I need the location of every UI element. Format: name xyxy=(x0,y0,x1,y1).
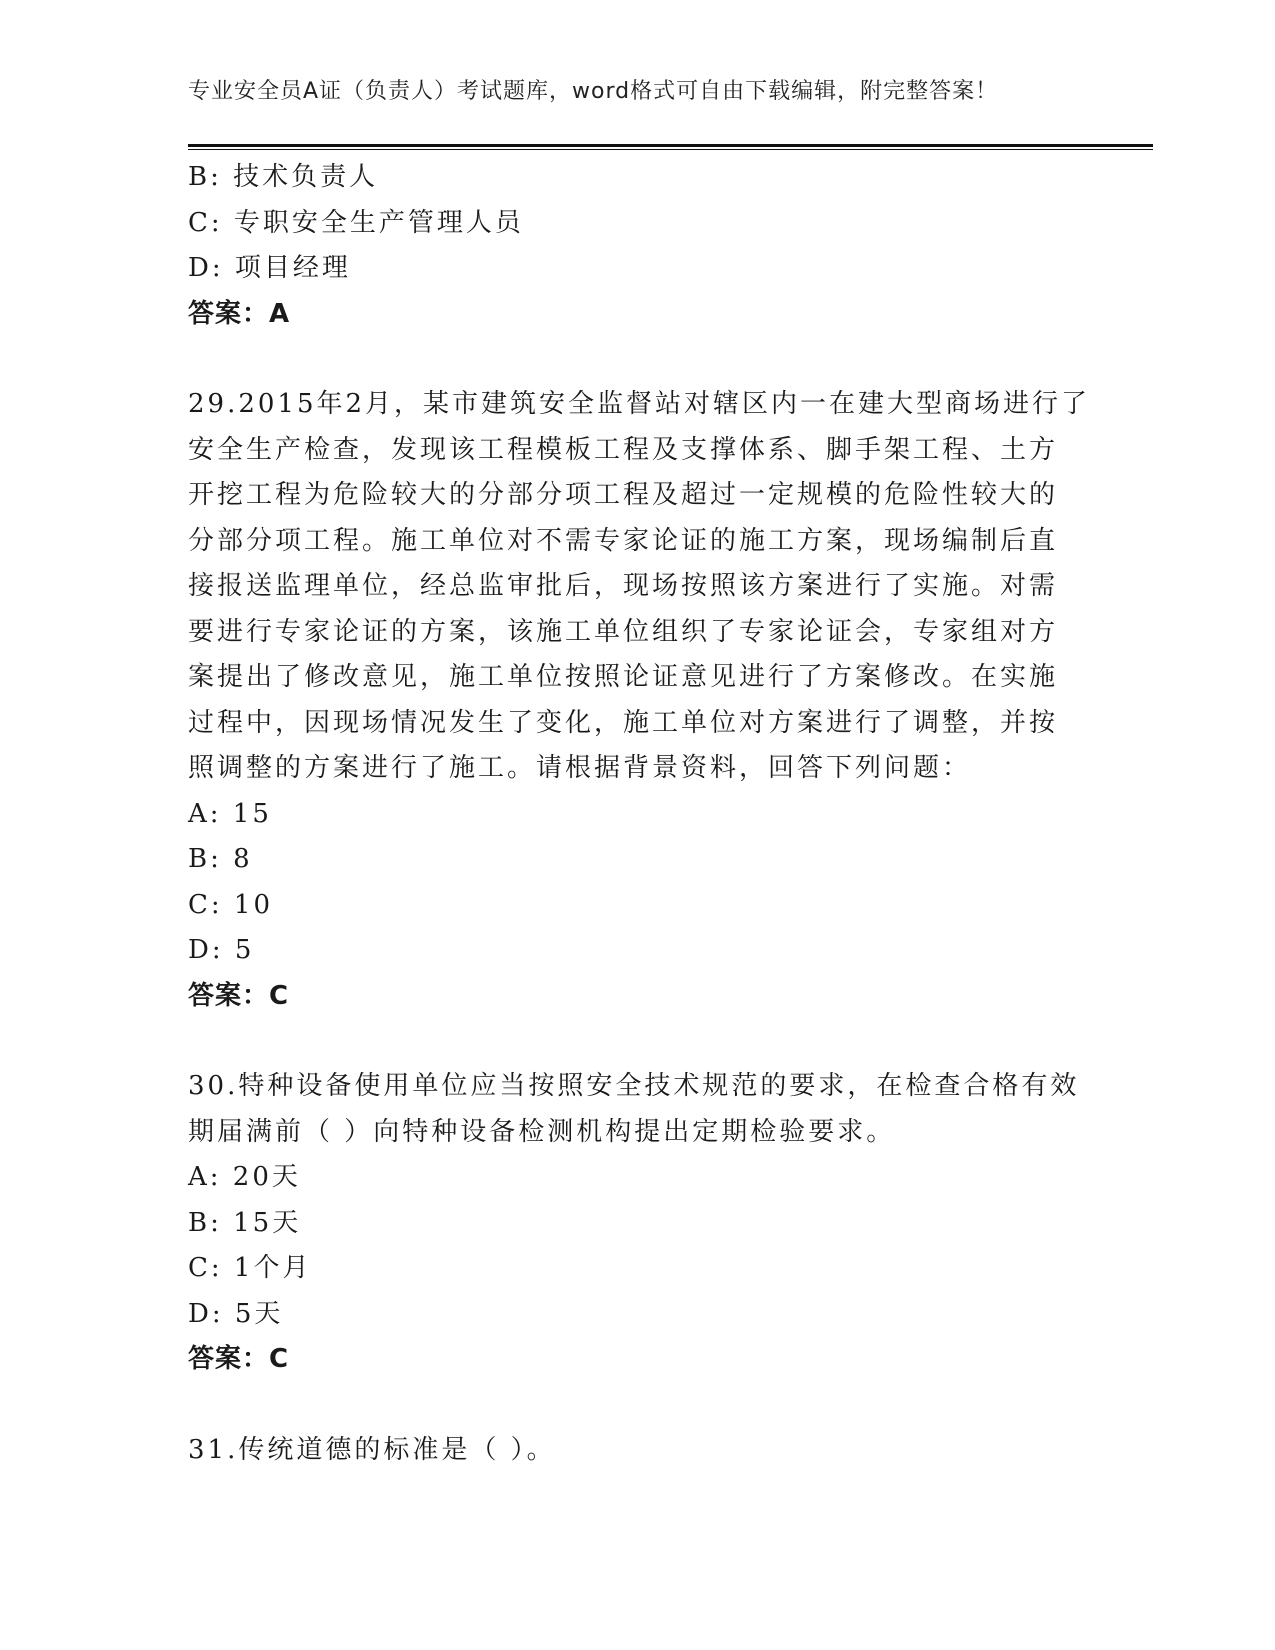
option-c: C: 专职安全生产管理人员 xyxy=(188,207,524,238)
option-b: B: 8 xyxy=(188,844,253,874)
question-30 xyxy=(188,1064,1080,1383)
question-28-tail xyxy=(188,155,1068,337)
question-stem-line: 30.特种设备使用单位应当按照安全技术规范的要求，在检查合格有效 xyxy=(188,1071,1080,1101)
option-d: D: 5 xyxy=(188,935,255,965)
option-d: D: 5天 xyxy=(188,1298,284,1329)
option-d: D: 项目经理 xyxy=(188,253,351,283)
option-b: B: 技术负责人 xyxy=(188,162,379,192)
option-b: B: 15天 xyxy=(188,1207,302,1238)
question-stem-line: 期届满前（ ）向特种设备检测机构提出定期检验要求。 xyxy=(188,1116,896,1147)
option-c: C: 1个月 xyxy=(188,1253,312,1283)
question-29 xyxy=(188,382,1091,1019)
question-stem-line: 29.2015年2月，某市建筑安全监督站对辖区内一在建大型商场进行了 xyxy=(188,389,1091,419)
option-c: C: 10 xyxy=(188,889,274,920)
option-a: A: 20天 xyxy=(188,1162,301,1192)
header-rule-thin xyxy=(188,149,1153,150)
option-a: A: 15 xyxy=(188,798,272,829)
question-stem-line: 安全生产检查，发现该工程模板工程及支撑体系、脚手架工程、土方 xyxy=(188,434,1059,465)
document-body xyxy=(188,155,1091,1473)
question-stem-line: 过程中，因现场情况发生了变化，施工单位对方案进行了调整，并按 xyxy=(188,707,1059,738)
question-stem-line: 案提出了修改意见，施工单位按照论证意见进行了方案修改。在实施 xyxy=(188,662,1059,692)
header-rule-thick xyxy=(188,144,1153,147)
answer-label: 答案：A xyxy=(188,298,291,329)
question-stem-line: 开挖工程为危险较大的分部分项工程及超过一定规模的危险性较大的 xyxy=(188,480,1059,510)
question-31 xyxy=(188,1428,1068,1474)
question-stem-line: 照调整的方案进行了施工。请根据背景资料，回答下列问题： xyxy=(188,753,972,783)
answer-label: 答案：C xyxy=(188,980,290,1011)
page-header: 专业安全员A证（负责人）考试题库，word格式可自由下载编辑，附完整答案！ xyxy=(188,79,999,104)
answer-label: 答案：C xyxy=(188,1344,290,1374)
question-stem-line: 要进行专家论证的方案，该施工单位组织了专家论证会，专家组对方 xyxy=(188,616,1059,647)
question-stem-line: 分部分项工程。施工单位对不需专家论证的施工方案，现场编制后直 xyxy=(188,525,1059,556)
question-stem-line: 31.传统道德的标准是（ ）。 xyxy=(188,1434,556,1465)
question-stem-line: 接报送监理单位，经总监审批后，现场按照该方案进行了实施。对需 xyxy=(188,571,1059,601)
